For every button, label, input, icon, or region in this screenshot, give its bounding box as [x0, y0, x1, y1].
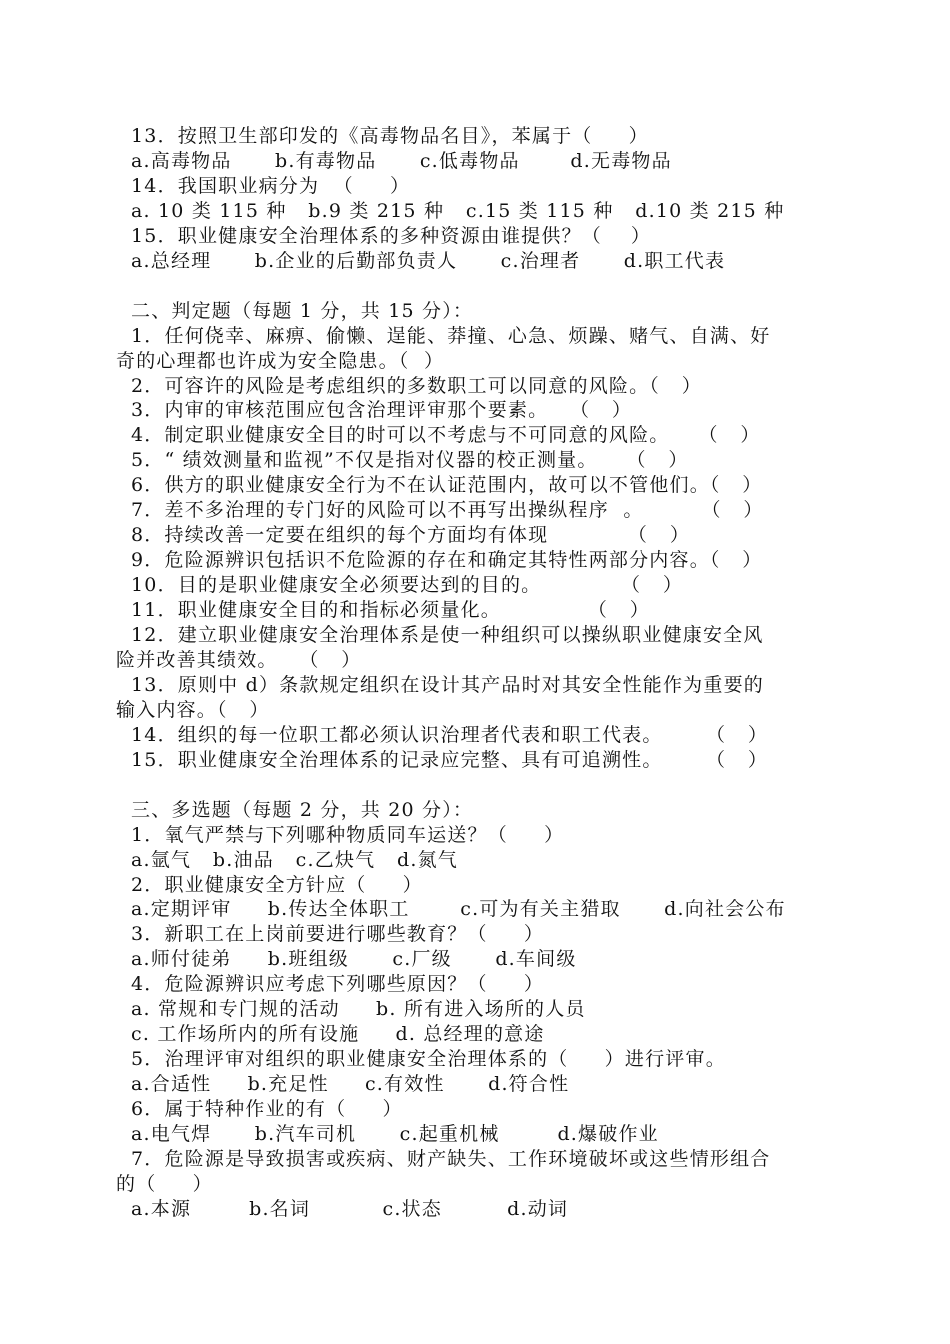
text-line: 7．危险源是导致损害或疾病、财产缺失、工作环境破坏或这些情形组合	[131, 1147, 771, 1170]
text-line	[131, 773, 861, 798]
text-line: 输入内容。（ ）	[116, 698, 270, 721]
text-line: 1．氧气严禁与下列哪种物质同车运送？（ ）	[131, 823, 565, 846]
text-line: a. 常规和专门规的活动 b. 所有进入场所的人员	[131, 998, 586, 1021]
text-line: 5．治理评审对组织的职业健康安全治理体系的（ ）进行评审。	[131, 1048, 726, 1071]
text-line: a.氩气 b.油品 c.乙炔气 d.氮气	[131, 848, 459, 871]
text-line: 4．制定职业健康安全目的时可以不考虑与不可同意的风险。 （ ）	[131, 424, 761, 447]
text-line: a.定期评审 b.传达全体职工 c.可为有关主猎取 d.向社会公布	[131, 898, 786, 921]
text-line: 9．危险源辨识包括识不危险源的存在和确定其特性两部分内容。（ ）	[131, 549, 763, 572]
text-line: 12．建立职业健康安全治理体系是使一种组织可以操纵职业健康安全风	[131, 624, 764, 646]
text-line: a.本源 b.名词 c.状态 d.动词	[131, 1197, 569, 1220]
text-line: a.师付徒弟 b.班组级 c.厂级 d.车间级	[131, 948, 577, 971]
text-line: a.高毒物品 b.有毒物品 c.低毒物品 d.无毒物品	[131, 149, 672, 172]
text-line	[131, 274, 861, 299]
text-line: 三、多选题（每题 2 分，共 20 分）：	[131, 798, 474, 821]
text-line: a.电气焊 b.汽车司机 c.起重机械 d.爆破作业	[131, 1123, 659, 1145]
text-line: 7．差不多治理的专门好的风险可以不再写出操纵程序 。 （ ）	[131, 499, 764, 522]
text-line: a.合适性 b.充足性 c.有效性 d.符合性	[131, 1073, 570, 1096]
text-line: 13．原则中 d）条款规定组织在设计其产品时对其安全性能作为重要的	[131, 673, 764, 696]
text-line: 14．组织的每一位职工都必须认识治理者代表和职工代表。 （ ）	[131, 723, 769, 746]
text-line: a.总经理 b.企业的后勤部负责人 c.治理者 d.职工代表	[131, 249, 726, 272]
text-line: 3．新职工在上岗前要进行哪些教育？（ ）	[131, 923, 545, 946]
text-line: 15．职业健康安全治理体系的多种资源由谁提供？（ ）	[131, 224, 652, 247]
text-line: 15．职业健康安全治理体系的记录应完整、具有可追溯性。 （ ）	[131, 748, 769, 771]
text-line: a. 10 类 115 种 b.9 类 215 种 c.15 类 115 种 d.10 类 215 种	[131, 199, 785, 222]
text-line: 1．任何侥幸、麻痹、偷懒、逞能、莽撞、心急、烦躁、赌气、自满、好	[131, 324, 771, 347]
text-line: 5．“ 绩效测量和监视”不仅是指对仪器的校正测量。 （ ）	[131, 449, 689, 472]
text-line: 4．危险源辨识应考虑下列哪些原因？（ ）	[131, 973, 545, 996]
text-line: 的（ ）	[116, 1172, 213, 1195]
text-line: 6．供方的职业健康安全行为不在认证范围内，故可以不管他们。（ ）	[131, 474, 763, 497]
text-line: 2．可容许的风险是考虑组织的多数职工可以同意的风险。（ ）	[131, 374, 702, 397]
text-line: 3．内审的审核范围应包含治理评审那个要素。 （ ）	[131, 399, 633, 422]
text-line: 11．职业健康安全目的和指标必须量化。 （ ）	[131, 599, 650, 622]
text-line: 险并改善其绩效。 （ ）	[116, 648, 362, 671]
text-line: 奇的心理都也许成为安全隐患。（ ）	[116, 349, 445, 372]
text-line: 二、判定题（每题 1 分，共 15 分）：	[131, 299, 474, 322]
text-line: 6．属于特种作业的有（ ）	[131, 1098, 403, 1121]
text-line: 8．持续改善一定要在组织的每个方面均有体现 （ ）	[131, 524, 691, 547]
text-line: 14．我国职业病分为 （ ）	[131, 174, 411, 197]
text-line: c. 工作场所内的所有设施 d. 总经理的意途	[131, 1023, 545, 1046]
text-line: 13．按照卫生部印发的《高毒物品名目》，苯属于（ ）	[131, 125, 649, 147]
text-line: 10．目的是职业健康安全必须要达到的目的。 （ ）	[131, 574, 684, 597]
text-line: 2．职业健康安全方针应（ ）	[131, 873, 423, 896]
